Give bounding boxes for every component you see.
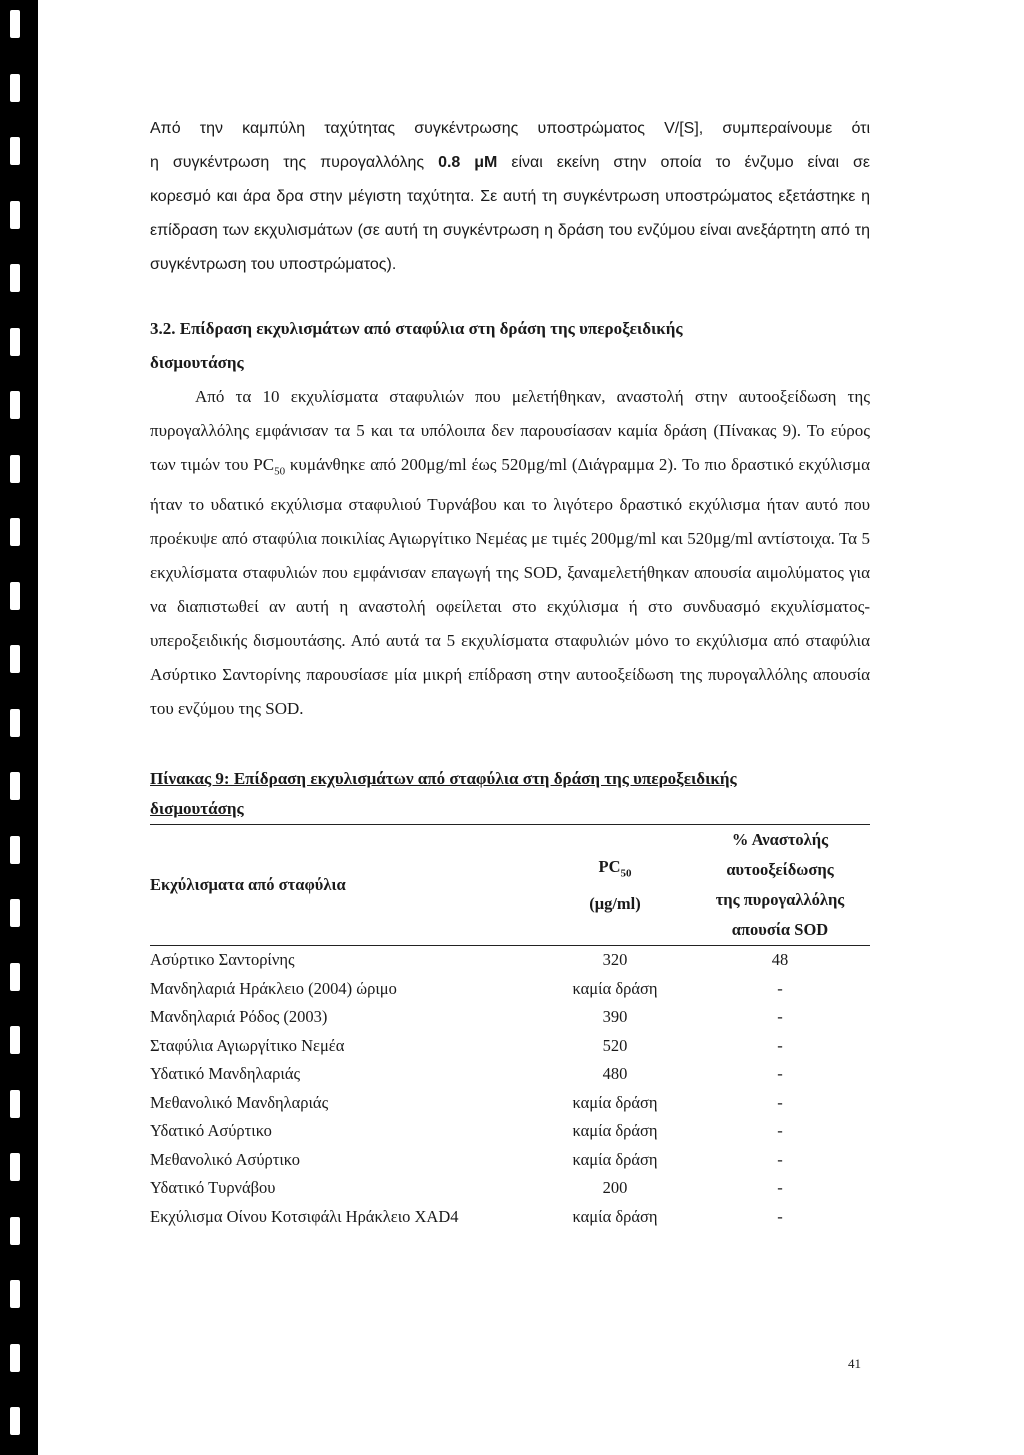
film-hole	[10, 74, 20, 102]
header-pc50-sub: 50	[620, 867, 632, 880]
row-inhibition: -	[777, 1149, 783, 1169]
table-caption	[150, 764, 870, 824]
section-body-text-b: κυμάνθηκε από 200μg/ml έως 520μg/ml (Διάγραμμα 2). Το πιο δραστικό εκχύλισμα ήταν το υδατικό εκχύλισμα σταφυλιού Τυρνάβου και το λιγότερο δραστικό εκχύλισμα ήταν αυτό που προέκυψε από σταφύλια ποικιλίας Αγιωργίτικο Νεμέας με τιμές 200μg/ml και 520μg/ml αντίστοιχα. Τα 5 εκχυλίσματα σταφυλιών που εμφάνισαν επαγωγή της SOD, ξαναμελετήθηκαν απουσία αιμολύματος για να διαπιστωθεί αν αυτή η αναστολή οφείλεται στο εκχύλισμα ή στο συνδυασμό εκχυλίσματος-υπεροξειδικής δισμουτάσης. Από αυτά τα 5 εκχυλίσματα σταφυλιών μόνο το εκχύλισμα από σταφύλια Ασύρτικο Σαντορίνης παρουσίασε μία μικρή επίδραση στην αυτοοξείδωση της πυρογαλλόλης απουσία του ενζύμου της SOD.	[150, 455, 870, 719]
film-hole	[10, 1280, 20, 1308]
row-inhibition: -	[777, 1064, 783, 1084]
page-number: 41	[848, 1356, 861, 1371]
row-pc50: καμία δράση	[572, 1206, 658, 1226]
header-extracts: Εκχύλισματα από σταφύλια	[150, 875, 346, 895]
results-table	[150, 824, 870, 1231]
film-hole	[10, 455, 20, 483]
row-pc50: καμία δράση	[572, 1149, 658, 1169]
header-pc50-label: PC	[598, 857, 621, 877]
film-hole	[10, 201, 20, 229]
table-row	[150, 1060, 870, 1089]
header-inhibition-l1: % Αναστολής	[731, 830, 829, 850]
film-hole	[10, 582, 20, 610]
document-body	[150, 112, 870, 1231]
row-pc50: 520	[602, 1035, 628, 1055]
table-row	[150, 1089, 870, 1118]
table-row	[150, 1146, 870, 1175]
film-hole	[10, 1090, 20, 1118]
row-name: Υδατικό Ασύρτικο	[150, 1121, 272, 1141]
row-name: Μανδηλαριά Ηράκλειο (2004) ώριμο	[150, 978, 397, 998]
row-name: Υδατικό Μανδηλαριάς	[150, 1064, 301, 1084]
row-pc50: 390	[602, 1007, 628, 1027]
film-hole	[10, 1344, 20, 1372]
intro-line-2-text-a: η συγκέντρωση της πυρογαλλόλης	[150, 154, 439, 171]
row-inhibition: -	[777, 978, 783, 998]
row-pc50: 320	[602, 950, 628, 970]
film-hole	[10, 899, 20, 927]
row-name: Μεθανολικό Μανδηλαριάς	[150, 1092, 329, 1112]
film-hole	[10, 963, 20, 991]
header-inhibition	[690, 825, 870, 946]
table-caption-line-2: δισμουτάσης	[150, 799, 244, 819]
row-pc50: καμία δράση	[572, 1121, 658, 1141]
table-row	[150, 1203, 870, 1232]
row-inhibition: -	[777, 1007, 783, 1027]
row-pc50: καμία δράση	[572, 1092, 658, 1112]
film-hole	[10, 645, 20, 673]
film-hole	[10, 1153, 20, 1181]
film-hole	[10, 10, 20, 38]
intro-line-1: Από την καμπύλη ταχύτητας συγκέντρωσης υποστρώματος V/[S], συμπεραίνουμε ότι	[150, 120, 870, 137]
film-strip-border	[0, 0, 38, 1455]
section-body	[150, 380, 870, 726]
table-row	[150, 1032, 870, 1061]
table-row	[150, 1117, 870, 1146]
row-name: Υδατικό Τυρνάβου	[150, 1178, 276, 1198]
film-hole	[10, 264, 20, 292]
film-hole	[10, 328, 20, 356]
intro-line-2	[150, 146, 870, 180]
film-hole	[10, 1217, 20, 1245]
row-name: Μανδηλαριά Ρόδος (2003)	[150, 1007, 328, 1027]
film-hole	[10, 518, 20, 546]
table-row	[150, 975, 870, 1004]
row-name: Εκχύλισμα Οίνου Κοτσιφάλι Ηράκλειο XAD4	[150, 1206, 459, 1226]
row-inhibition: -	[777, 1206, 783, 1226]
row-inhibition: -	[777, 1092, 783, 1112]
table-header-row	[150, 825, 870, 946]
section-heading	[150, 312, 870, 380]
intro-line-2-text-b: είναι εκείνη στην οποία το ένζυμο είναι σε	[497, 154, 870, 171]
row-name: Ασύρτικο Σαντορίνης	[150, 950, 295, 970]
row-inhibition: -	[777, 1178, 783, 1198]
table-row	[150, 946, 870, 975]
film-hole	[10, 137, 20, 165]
section-body-text-a: Από τα 10 εκχυλίσματα σταφυλιών που μελετήθηκαν, αναστολή στην αυτοοξείδωση της πυρογαλλόλης εμφάνισαν τα 5 και τα υπόλοιπα δεν παρουσίασαν καμία δράση (Πίνακας 9). Το εύρος των τιμών του PC	[150, 387, 870, 474]
row-pc50: 200	[602, 1178, 628, 1198]
header-pc50	[540, 825, 690, 946]
table-row	[150, 1174, 870, 1203]
pc50-subscript: 50	[274, 465, 286, 478]
row-inhibition: 48	[771, 950, 789, 970]
film-hole	[10, 1026, 20, 1054]
table-caption-line-1: Πίνακας 9: Επίδραση εκχυλισμάτων από σταφύλια στη δράση της υπεροξειδικής	[150, 769, 737, 789]
concentration-value: 0.8 μΜ	[438, 154, 498, 171]
row-inhibition: -	[777, 1121, 783, 1141]
film-hole	[10, 391, 20, 419]
film-hole	[10, 709, 20, 737]
row-inhibition: -	[777, 1035, 783, 1055]
header-inhibition-l3: της πυρογαλλόλης	[715, 890, 845, 910]
row-pc50: 480	[602, 1064, 628, 1084]
film-hole	[10, 836, 20, 864]
header-pc50-unit: (μg/ml)	[589, 893, 641, 913]
row-name: Σταφύλια Αγιωργίτικο Νεμέα	[150, 1035, 345, 1055]
row-pc50: καμία δράση	[572, 978, 658, 998]
film-hole	[10, 772, 20, 800]
header-inhibition-l4: απουσία SOD	[731, 920, 829, 940]
intro-paragraph-rest: κορεσμό και άρα δρα στην μέγιστη ταχύτητα. Σε αυτή τη συγκέντρωση υποστρώματος εξετάστηκε η επίδραση των εκχυλισμάτων (σε αυτή τη συγκέντρωση η δράση του ενζύμου είναι ανεξάρτητη από τη συγκέντρωση του υποστρώματος).	[150, 188, 870, 273]
section-heading-line-1: 3.2. Επίδραση εκχυλισμάτων από σταφύλια στη δράση της υπεροξειδικής	[150, 319, 683, 338]
row-name: Μεθανολικό Ασύρτικο	[150, 1149, 300, 1169]
section-heading-line-2: δισμουτάσης	[150, 353, 244, 372]
film-hole	[10, 1407, 20, 1435]
header-inhibition-l2: αυτοοξείδωσης	[726, 860, 834, 880]
table-row	[150, 1003, 870, 1032]
